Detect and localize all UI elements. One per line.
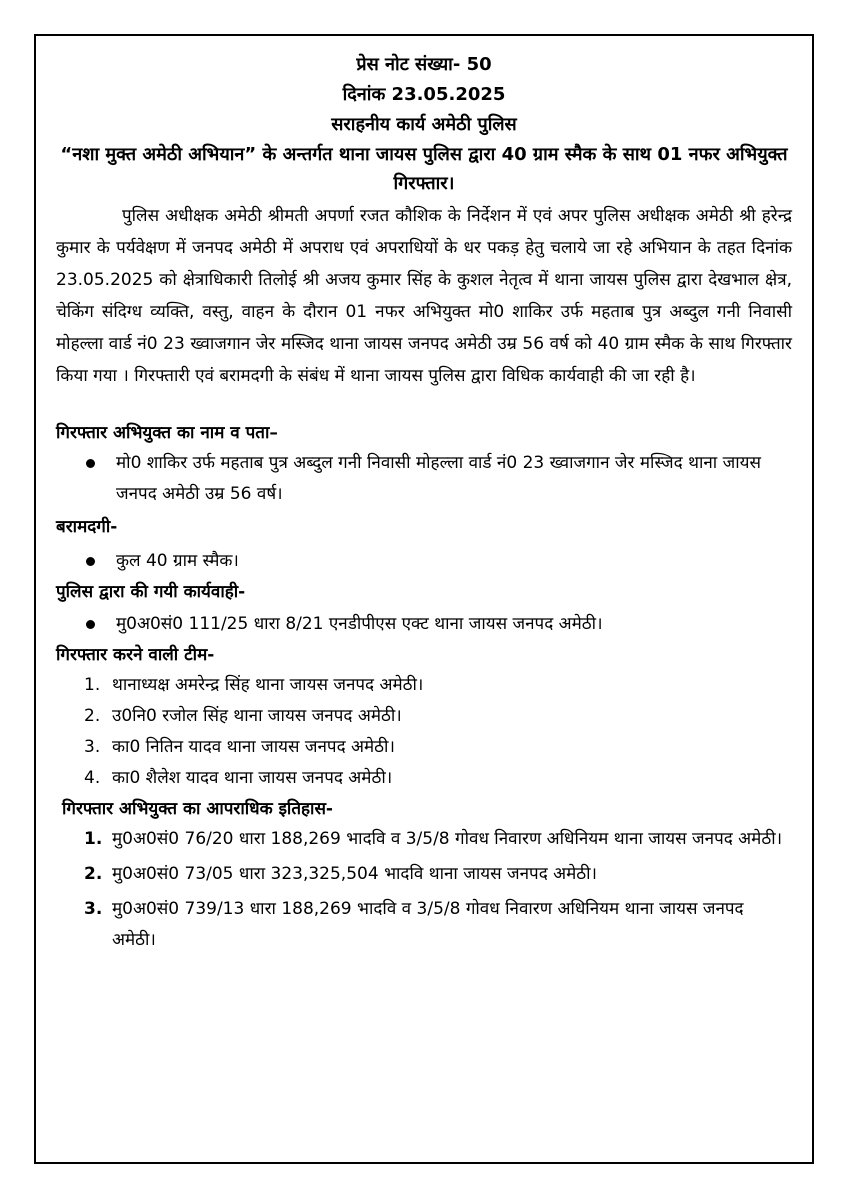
- list-item: कुल 40 ग्राम स्मैक।: [84, 546, 792, 577]
- history-list: [56, 824, 792, 956]
- action-section-title: पुलिस द्वारा की गयी कार्यवाही-: [56, 582, 246, 602]
- accused-list: [56, 448, 792, 510]
- list-item: 1. थानाध्यक्ष अमरेन्द्र सिंह थाना जायस जनपद अमेठी।: [84, 675, 424, 695]
- list-item: 2. मु0अ0सं0 73/05 धारा 323,325,504 भादवि थाना जायस जनपद अमेठी।: [84, 864, 597, 884]
- press-note-number: प्रेस नोट संख्या- 50: [356, 54, 492, 75]
- headline: “नशा मुक्त अमेठी अभियान” के अन्तर्गत थाना जायस पुलिस द्वारा 40 ग्राम स्मैक के साथ 01 नफर अभियुक्त गिरफ्तार।: [60, 144, 788, 194]
- list-item: 3. का0 नितिन यादव थाना जायस जनपद अमेठी।: [84, 737, 395, 757]
- body-paragraph: पुलिस अधीक्षक अमेठी श्रीमती अपर्णा रजत कौशिक के निर्देशन में एवं अपर पुलिस अधीक्षक अमेठी श्री हरेन्द्र कुमार के पर्यवेक्षण में जनपद अमेठी में अपराध एवं अपराधियों के धर पकड़ हेतु चलाये जा रहे अभियान के तहत दिनांक 23.05.2025 को क्षेत्राधिकारी तिलोई श्री अजय कुमार सिंह के कुशल नेतृत्व में थाना जायस पुलिस द्वारा देखभाल क्षेत्र, चेकिंग संदिग्ध व्यक्ति, वस्तु, वाहन के दौरान 01 नफर अभियुक्त मो0 शाकिर उर्फ महताब पुत्र अब्दुल गनी निवासी मोहल्ला वार्ड नं0 23 ख्वाजगान जेर मस्जिद थाना जायस जनपद अमेठी उम्र 56 वर्ष को 40 ग्राम स्मैक के साथ गिरफ्तार किया गया । गिरफ्तारी एवं बरामदगी के संबंध में थाना जायस पुलिस द्वारा विधिक कार्यवाही की जा रही है।: [56, 206, 792, 386]
- press-note-date: दिनांक 23.05.2025: [342, 84, 506, 105]
- history-section-title: गिरफ्तार अभियुक्त का आपराधिक इतिहास-: [62, 799, 333, 819]
- list-item: 1. मु0अ0सं0 76/20 धारा 188,269 भादवि व 3/5/8 गोवध निवारण अधिनियम थाना जायस जनपद अमेठी।: [84, 829, 783, 849]
- press-note: [56, 50, 792, 960]
- list-item: मो0 शाकिर उर्फ महताब पुत्र अब्दुल गनी निवासी मोहल्ला वार्ड नं0 23 ख्वाजगान जेर मस्जिद थाना जायस जनपद अमेठी उम्र 56 वर्ष।: [84, 448, 792, 510]
- list-item: मु0अ0सं0 111/25 धारा 8/21 एनडीपीएस एक्ट थाना जायस जनपद अमेठी।: [84, 609, 792, 640]
- team-section-title: गिरफ्तार करने वाली टीम-: [56, 645, 215, 665]
- recovery-list: [56, 546, 792, 577]
- list-item: 2. उ0नि0 रजोल सिंह थाना जायस जनपद अमेठी।: [84, 706, 402, 726]
- list-item: 3. मु0अ0सं0 739/13 धारा 188,269 भादवि व 3/5/8 गोवध निवारण अधिनियम थाना जायस जनपद अमेठी।: [84, 899, 744, 950]
- tagline: सराहनीय कार्य अमेठी पुलिस: [331, 114, 517, 135]
- accused-section-title: गिरफ्तार अभियुक्त का नाम व पता–: [56, 423, 278, 443]
- team-list: [56, 670, 792, 794]
- action-list: [56, 609, 792, 640]
- list-item: 4. का0 शैलेश यादव थाना जायस जनपद अमेठी।: [84, 768, 393, 788]
- recovery-section-title: बरामदगी-: [56, 517, 118, 537]
